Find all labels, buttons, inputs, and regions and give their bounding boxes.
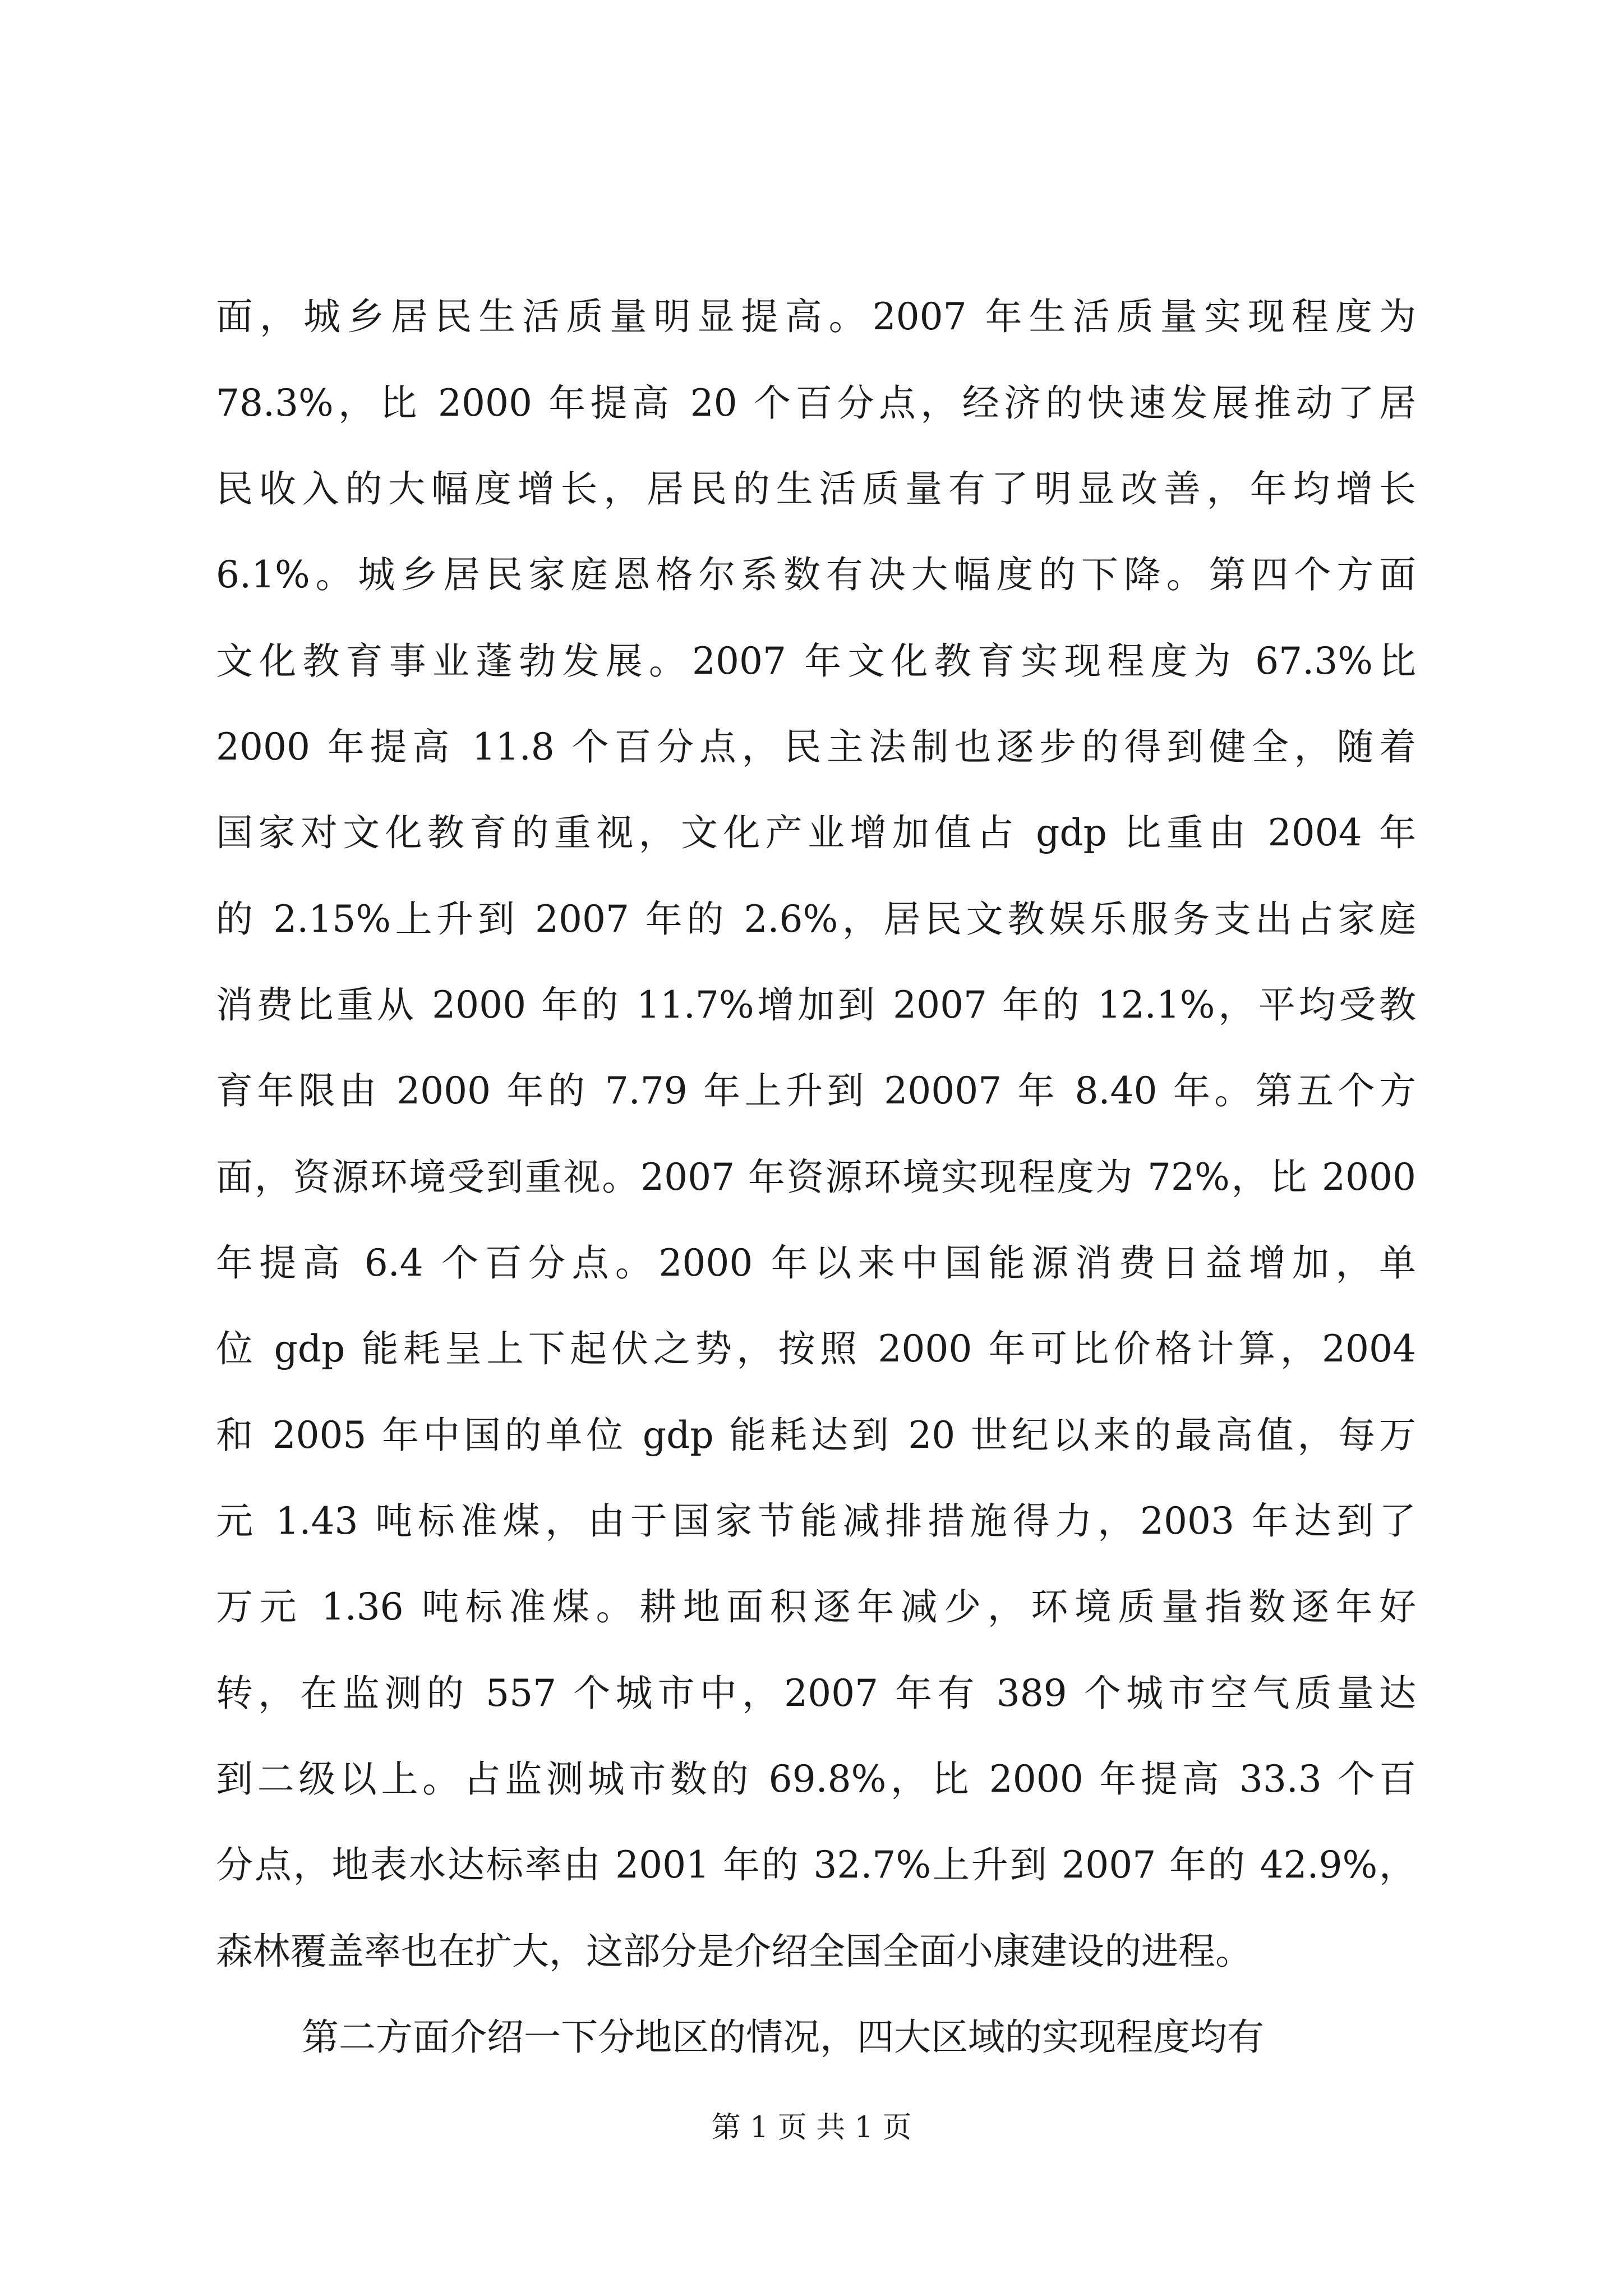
body-line-20: 森林覆盖率也在扩大，这部分是介绍全国全面小康建设的进程。 xyxy=(216,1930,1252,1973)
body-line-2: 78.3%，比 2000 年提高 20 个百分点，经济的快速发展推动了居 xyxy=(216,381,1416,425)
body-line-4: 6.1%。城乡居民家庭恩格尔系数有决大幅度的下降。第四个方面 xyxy=(216,553,1416,596)
body-line-14: 和 2005 年中国的单位 gdp 能耗达到 20 世纪以来的最高值，每万 xyxy=(216,1414,1416,1457)
body-line-11: 面，资源环境受到重视。2007 年资源环境实现程度为 72%，比 2000 xyxy=(216,1156,1416,1199)
body-line-7: 国家对文化教育的重视，文化产业增加值占 gdp 比重由 2004 年 xyxy=(216,811,1416,854)
body-line-15: 元 1.43 吨标准煤，由于国家节能减排措施得力，2003 年达到了 xyxy=(216,1499,1416,1543)
body-line-18: 到二级以上。占监测城市数的 69.8%，比 2000 年提高 33.3 个百 xyxy=(216,1757,1416,1801)
body-line-17: 转，在监测的 557 个城市中，2007 年有 389 个城市空气质量达 xyxy=(216,1672,1416,1715)
body-line-21: 第二方面介绍一下分地区的情况，四大区域的实现程度均有 xyxy=(302,2016,1264,2059)
body-line-10: 育年限由 2000 年的 7.79 年上升到 20007 年 8.40 年。第五个方 xyxy=(216,1069,1416,1112)
body-line-5: 文化教育事业蓬勃发展。2007 年文化教育实现程度为 67.3%比 xyxy=(216,639,1416,683)
body-line-13: 位 gdp 能耗呈上下起伏之势，按照 2000 年可比价格计算，2004 xyxy=(216,1327,1416,1370)
page-footer: 第 1 页 共 1 页 xyxy=(711,2111,912,2145)
body-line-12: 年提高 6.4 个百分点。2000 年以来中国能源消费日益增加，单 xyxy=(216,1241,1416,1285)
body-line-3: 民收入的大幅度增长，居民的生活质量有了明显改善，年均增长 xyxy=(216,467,1416,510)
body-line-16: 万元 1.36 吨标准煤。耕地面积逐年减少，环境质量指数逐年好 xyxy=(216,1585,1416,1628)
body-line-8: 的 2.15%上升到 2007 年的 2.6%，居民文教娱乐服务支出占家庭 xyxy=(216,898,1416,941)
body-line-6: 2000 年提高 11.8 个百分点，民主法制也逐步的得到健全，随着 xyxy=(216,725,1416,769)
body-line-9: 消费比重从 2000 年的 11.7%增加到 2007 年的 12.1%，平均受教 xyxy=(216,983,1416,1027)
body-line-19: 分点，地表水达标率由 2001 年的 32.7%上升到 2007 年的 42.9%， xyxy=(216,1843,1416,1887)
body-line-1: 面，城乡居民生活质量明显提高。2007 年生活质量实现程度为 xyxy=(216,295,1416,338)
